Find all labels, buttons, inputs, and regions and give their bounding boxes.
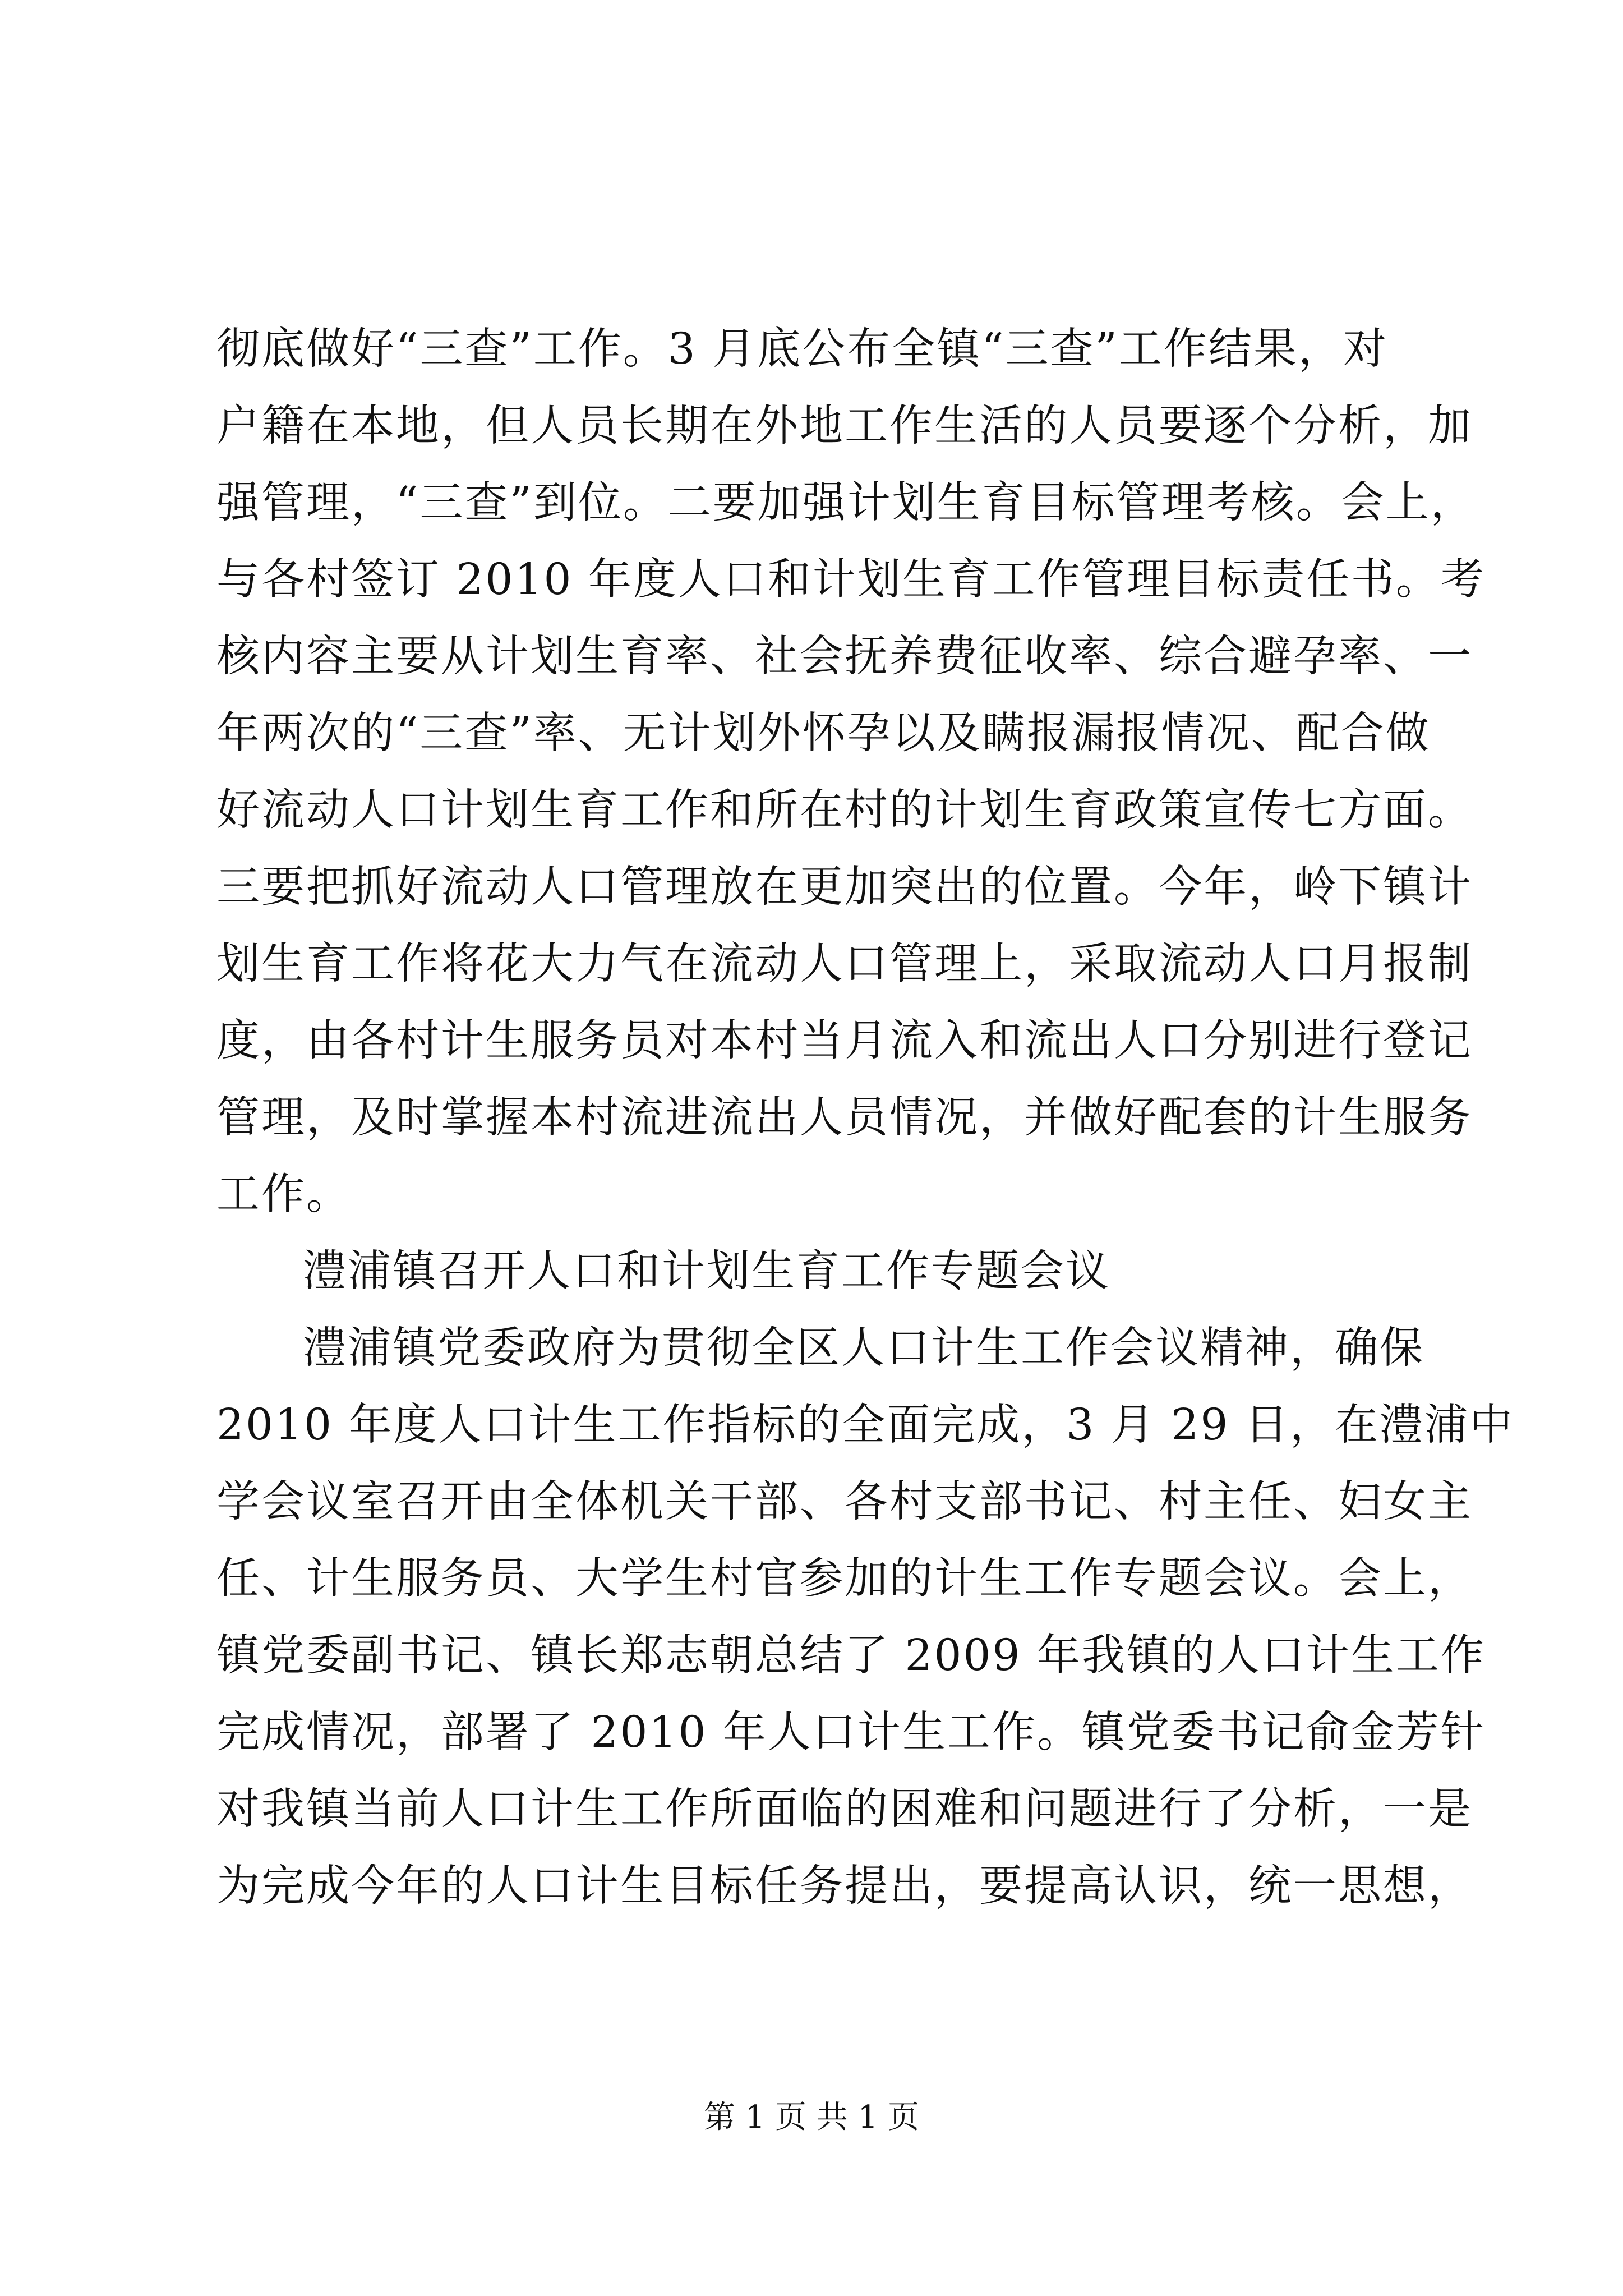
body-text-line: 任、计生服务员、大学生村官参加的计生工作专题会议。会上，: [216, 1554, 1473, 1604]
body-text-line: 与各村签订 2010 年度人口和计划生育工作管理目标责任书。考: [216, 555, 1486, 605]
section-heading: 澧浦镇召开人口和计划生育工作专题会议: [303, 1246, 1110, 1296]
body-text-line: 划生育工作将花大力气在流动人口管理上，采取流动人口月报制: [216, 939, 1473, 989]
body-text-line: 管理，及时掌握本村流进流出人员情况，并做好配套的计生服务: [216, 1093, 1473, 1143]
body-text-line: 2010 年度人口计生工作指标的全面完成，3 月 29 日，在澧浦中: [216, 1400, 1514, 1450]
body-text-line: 工作。: [216, 1170, 351, 1220]
body-text-line: 好流动人口计划生育工作和所在村的计划生育政策宣传七方面。: [216, 785, 1473, 835]
body-text-line: 完成情况，部署了 2010 年人口计生工作。镇党委书记俞金芳针: [216, 1708, 1486, 1757]
body-text-line: 对我镇当前人口计生工作所面临的困难和问题进行了分析，一是: [216, 1784, 1473, 1834]
body-text-line: 镇党委副书记、镇长郑志朝总结了 2009 年我镇的人口计生工作: [216, 1631, 1486, 1681]
body-text-line: 学会议室召开由全体机关干部、各村支部书记、村主任、妇女主: [216, 1477, 1473, 1527]
body-text-line: 彻底做好“三查”工作。3 月底公布全镇“三查”工作结果，对: [216, 324, 1388, 374]
body-text-line: 澧浦镇党委政府为贯彻全区人口计生工作会议精神，确保: [303, 1323, 1424, 1373]
page-number-footer: 第 1 页 共 1 页: [703, 2099, 920, 2136]
body-text-line: 为完成今年的人口计生目标任务提出，要提高认识，统一思想，: [216, 1861, 1473, 1911]
body-text-line: 强管理，“三查”到位。二要加强计划生育目标管理考核。会上，: [216, 478, 1476, 528]
body-text-line: 年两次的“三查”率、无计划外怀孕以及瞒报漏报情况、配合做: [216, 708, 1431, 758]
body-text-line: 户籍在本地，但人员长期在外地工作生活的人员要逐个分析，加: [216, 401, 1473, 451]
body-text-line: 三要把抓好流动人口管理放在更加突出的位置。今年，岭下镇计: [216, 862, 1473, 912]
body-text-line: 度，由各村计生服务员对本村当月流入和流出人口分别进行登记: [216, 1016, 1473, 1066]
body-text-line: 核内容主要从计划生育率、社会抚养费征收率、综合避孕率、一: [216, 632, 1473, 682]
